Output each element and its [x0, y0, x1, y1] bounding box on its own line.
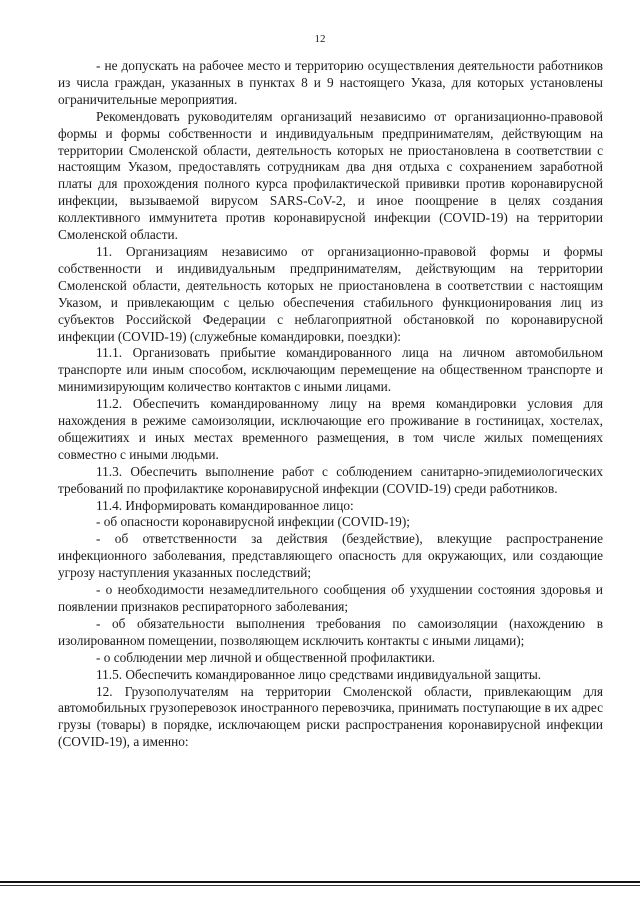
paragraph: - не допускать на рабочее место и территорию осуществления деятельности работников из числа граждан, указанных в пунктах 8 и 9 настоящего Указа, для которых установлены ограничительные мероприятия. — [58, 58, 603, 107]
paragraph: - о соблюдении мер личной и общественной профилактики. — [96, 649, 436, 665]
scan-edge-line — [0, 881, 640, 883]
paragraph: - об опасности коронавирусной инфекции (COVID-19); — [96, 514, 410, 530]
paragraph: - об ответственности за действия (бездействие), влекущие распространение инфекционного заболевания, представляющего опасность для окружающих, или создающие угрозу наступления указанных последствий; — [58, 531, 603, 581]
document-body — [58, 58, 603, 751]
paragraph: 11.5. Обеспечить командированное лицо средствами индивидуальной защиты. — [96, 666, 542, 682]
paragraph: 11.4. Информировать командированное лицо: — [96, 497, 354, 513]
scan-edge-line — [0, 885, 640, 886]
paragraph: - об обязательности выполнения требования по самоизоляции (нахождению в изолированном помещении, позволяющем исключить контакты с иными лицами); — [58, 615, 603, 648]
paragraph: 11.2. Обеспечить командированному лицу на время командировки условия для нахождения в режиме самоизоляции, исключающие его проживание в гостиницах, хостелах, общежитиях и иных местах временного размещения, в том числе жилых помещениях совместно с иными людьми. — [58, 396, 603, 462]
page-number: 12 — [314, 33, 326, 45]
paragraph: 12. Грузополучателям на территории Смоленской области, привлекающим для автомобильных грузоперевозок иностранного перевозчика, принимать поступающие в их адрес грузы (товары) в порядке, исключающем риски распространения коронавирусной инфекции (COVID-19), а именно: — [58, 683, 603, 750]
paragraph: 11.3. Обеспечить выполнение работ с соблюдением санитарно-эпидемиологических требований по профилактике коронавирусной инфекции (COVID-19) среди работников. — [58, 463, 603, 496]
paragraph: Рекомендовать руководителям организаций независимо от организационно-правовой формы и формы собственности и индивидуальным предпринимателям, действующим на территории Смоленской области, деятельность которых не приостановлена в соответствии с настоящим Указом, предоставлять сотрудникам два дня отдыха с сохранением заработной платы для прохождения полного курса профилактической прививки против коронавирусной инфекции, вызываемой вирусом SARS-CoV-2, и иное поощрение в целях создания коллективного иммунитета против коронавирусной инфекции (COVID-19) на территории Смоленской области. — [58, 108, 603, 243]
paragraph: 11.1. Организовать прибытие командированного лица на личном автомобильном транспорте или иным способом, исключающим перемещение на общественном транспорте и минимизирующим количество контактов с иными лицами. — [58, 345, 603, 395]
paragraph: - о необходимости незамедлительного сообщения об ухудшении состояния здоровья и появлении признаков респираторного заболевания; — [58, 582, 603, 614]
paragraph: 11. Организациям независимо от организационно-правовой формы и формы собственности и индивидуальным предпринимателям, действующим на территории Смоленской области, деятельность которых не приостановлена в соответствии с настоящим Указом, и привлекающим с целью обеспечения стабильного функционирования лиц из субъектов Российской Федерации с неблагоприятной обстановкой по коронавирусной инфекции (COVID-19) (служебные командировки, поездки): — [58, 243, 603, 344]
